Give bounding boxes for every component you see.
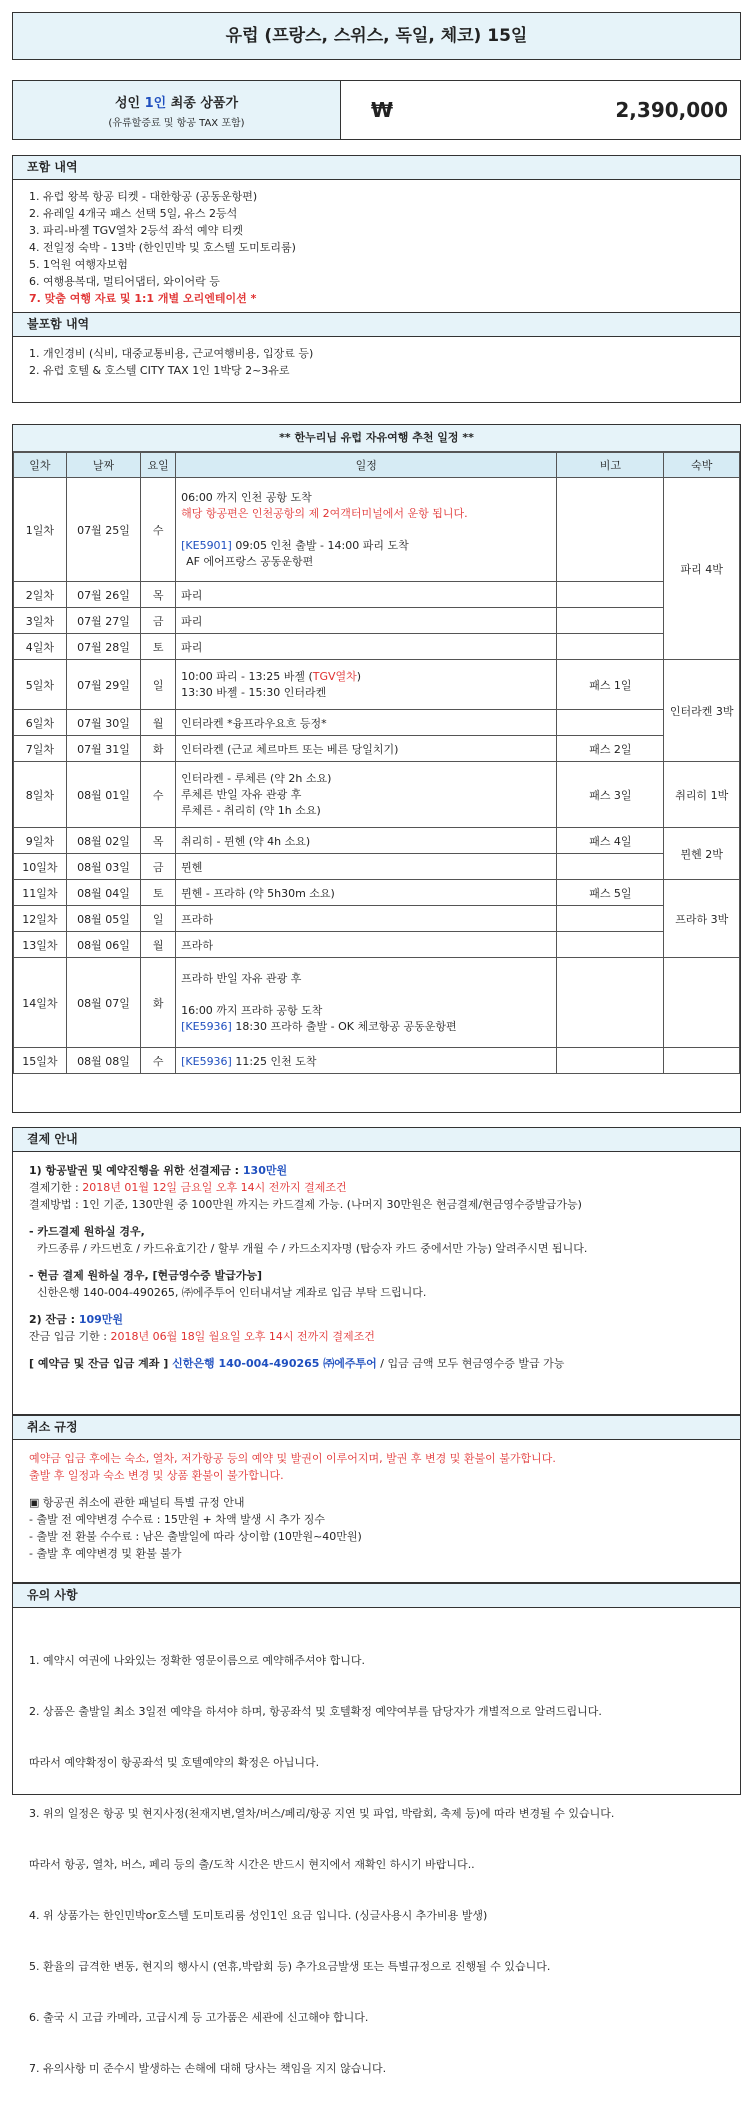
day-cell: 1일차: [14, 478, 67, 582]
table-row: [14, 932, 740, 958]
account-label: [ 예약금 및 잔금 입금 계좌 ]: [29, 1357, 173, 1370]
notes-heading: 유의 사항: [13, 1583, 740, 1608]
note-cell: 패스 2일: [557, 736, 664, 762]
note-line: 6. 출국 시 고급 카메라, 고급시계 등 고가품은 세관에 신고해야 합니다.: [29, 2011, 369, 2024]
note-line: 7. 유의사항 미 준수시 발생하는 손해에 대해 당사는 책임을 지지 않습니다.: [29, 2062, 387, 2075]
date-cell: 07월 29일: [66, 660, 141, 710]
cancel-line: - 출발 전 예약변경 수수료 : 15만원 + 차액 발생 시 추가 징수: [29, 1513, 325, 1526]
currency-symbol: ₩: [371, 98, 394, 122]
dow-cell: 금: [141, 854, 176, 880]
col-header: 일정: [176, 453, 557, 478]
date-cell: 07월 26일: [66, 582, 141, 608]
day-cell: 6일차: [14, 710, 67, 736]
note-cell: [557, 854, 664, 880]
dow-cell: 토: [141, 634, 176, 660]
account-note: / 입금 금액 모두 현금영수증 발급 가능: [376, 1357, 565, 1370]
notes-box: [12, 1583, 741, 2075]
date-cell: 08월 06일: [66, 932, 141, 958]
itinerary-heading: ** 한누리님 유럽 자유여행 추천 일정 **: [13, 425, 740, 452]
stay-cell: [664, 958, 740, 1048]
deposit-title: 1) 항공발권 및 예약진행을 위한 선결제금 :: [29, 1164, 243, 1177]
included-item: 6. 여행용복대, 멀티어댑터, 와이어락 등: [29, 275, 220, 288]
deposit-amount: 130만원: [242, 1164, 288, 1177]
schedule-cell: [176, 478, 557, 582]
stay-cell: [664, 1048, 740, 1074]
deposit-deadline-line: [29, 1179, 724, 1196]
stay-cell: 파리 4박: [664, 478, 740, 660]
dow-cell: 일: [141, 906, 176, 932]
card-title: - 카드결제 원하실 경우,: [29, 1225, 145, 1238]
stay-cell: 인터라켄 3박: [664, 660, 740, 762]
schedule-cell: [KE5936] 11:25 인천 도착: [176, 1048, 557, 1074]
dow-cell: 토: [141, 880, 176, 906]
note-line: 3. 위의 일정은 항공 및 현지사정(천재지변,열차/버스/페리/항공 지연 및 파업, 박람회, 축제 등)에 따라 변경될 수 있습니다.: [29, 1807, 615, 1820]
table-row: [14, 582, 740, 608]
table-row: [14, 880, 740, 906]
excluded-heading: 불포함 내역: [13, 312, 740, 337]
schedule-line: 프라하 반일 자유 관광 후: [181, 971, 302, 985]
day-cell: 14일차: [14, 958, 67, 1048]
excluded-list: [13, 337, 740, 387]
price-value: [341, 81, 740, 139]
cancel-line: - 출발 후 예약변경 및 환불 불가: [29, 1547, 182, 1560]
flight-code: [KE5936]: [181, 1054, 232, 1068]
date-cell: 07월 27일: [66, 608, 141, 634]
price-label-suffix: 최종 상품가: [166, 95, 239, 111]
cancel-line: ▣ 항공권 취소에 관한 패널티 특별 규정 안내: [29, 1496, 245, 1509]
col-header: 날짜: [66, 453, 141, 478]
balance-title: 2) 잔금 :: [29, 1313, 79, 1326]
deposit-deadline: 2018년 01월 12일 금요일 오후 14시 전까지 결제조건: [82, 1181, 347, 1194]
day-cell: 4일차: [14, 634, 67, 660]
payment-body: [13, 1152, 740, 1380]
note-cell: [557, 932, 664, 958]
itinerary-header-row: [14, 453, 740, 478]
schedule-line: 루체른 반일 자유 관광 후: [181, 787, 302, 801]
schedule-line: 06:00 까지 인천 공항 도착: [181, 490, 312, 504]
dow-cell: 화: [141, 736, 176, 762]
price-label-count: 1인: [144, 95, 167, 111]
balance-line: [29, 1311, 724, 1328]
table-row: [14, 762, 740, 828]
payment-method: 결제방법 : 1인 기준, 130만원 중 100만원 까지는 카드결제 가능. (나머지 30만원은 현금결제/현금영수증발급가능): [29, 1198, 582, 1211]
note-line: 4. 위 상품가는 한인민박or호스텔 도미토리룸 성인1인 요금 입니다. (싱글사용시 추가비용 발생): [29, 1909, 488, 1922]
day-cell: 7일차: [14, 736, 67, 762]
schedule-line: [KE5936] 18:30 프라하 출발 - OK 체코항공 공동운항편: [181, 1019, 457, 1033]
schedule-cell: 파리: [176, 582, 557, 608]
included-item: 1. 유럽 왕복 항공 티켓 - 대한항공 (공동운항편): [29, 190, 258, 203]
day-cell: 3일차: [14, 608, 67, 634]
table-row: [14, 736, 740, 762]
date-cell: 07월 30일: [66, 710, 141, 736]
schedule-cell: [176, 762, 557, 828]
note-cell: 패스 4일: [557, 828, 664, 854]
date-cell: 08월 08일: [66, 1048, 141, 1074]
note-cell: [557, 1048, 664, 1074]
payment-heading: 결제 안내: [13, 1128, 740, 1152]
schedule-line: 인터라켄 - 루체른 (약 2h 소요): [181, 771, 332, 785]
day-cell: 5일차: [14, 660, 67, 710]
note-cell: [557, 906, 664, 932]
table-row: [14, 828, 740, 854]
table-row: [14, 854, 740, 880]
balance-deadline: 2018년 06월 18일 월요일 오후 14시 전까지 결제조건: [110, 1330, 375, 1343]
dow-cell: 목: [141, 582, 176, 608]
date-cell: 08월 05일: [66, 906, 141, 932]
included-item: 4. 전일정 숙박 - 13박 (한인민박 및 호스텔 도미토리룸): [29, 241, 296, 254]
date-cell: 07월 25일: [66, 478, 141, 582]
schedule-cell: [176, 660, 557, 710]
dow-cell: 화: [141, 958, 176, 1048]
stay-cell: 뮌헨 2박: [664, 828, 740, 880]
schedule-line: [KE5901] 09:05 인천 출발 - 14:00 파리 도착: [181, 538, 409, 552]
note-cell: [557, 710, 664, 736]
schedule-cell: 인터라켄 *융프라우요흐 등정*: [176, 710, 557, 736]
deposit-deadline-label: 결제기한 :: [29, 1181, 83, 1194]
col-header: 숙박: [664, 453, 740, 478]
note-cell: 패스 3일: [557, 762, 664, 828]
deposit-line: [29, 1162, 724, 1179]
balance-deadline-line: [29, 1328, 724, 1345]
train-label: TGV열차: [312, 669, 357, 683]
included-item: 2. 유레일 4개국 패스 선택 5일, 유스 2등석: [29, 207, 238, 220]
card-detail: 카드종류 / 카드번호 / 카드유효기간 / 할부 개월 수 / 카드소지자명 (탑승자 카드 중에서만 가능) 알려주시면 됩니다.: [37, 1242, 588, 1255]
cancel-heading: 취소 규정: [13, 1415, 740, 1440]
note-line: 따라서 항공, 열차, 버스, 페리 등의 출/도착 시간은 반드시 현지에서 재확인 하시기 바랍니다..: [29, 1858, 475, 1871]
date-cell: 08월 02일: [66, 828, 141, 854]
schedule-cell: 뮌헨: [176, 854, 557, 880]
note-cell: [557, 582, 664, 608]
date-cell: 08월 04일: [66, 880, 141, 906]
schedule-line: 10:00 파리 - 13:25 바젤 (TGV열차): [181, 669, 362, 683]
date-cell: 08월 07일: [66, 958, 141, 1048]
price-label-prefix: 성인: [114, 95, 145, 111]
schedule-cell: 파리: [176, 634, 557, 660]
table-row: [14, 608, 740, 634]
note-line: 따라서 예약확정이 항공좌석 및 호텔예약의 확정은 아닙니다.: [29, 1756, 320, 1769]
included-list: [13, 180, 740, 312]
schedule-cell: 취리히 - 뮌헨 (약 4h 소요): [176, 828, 557, 854]
col-header: 비고: [557, 453, 664, 478]
balance-amount: 109만원: [78, 1313, 124, 1326]
table-row: [14, 958, 740, 1048]
table-row: [14, 660, 740, 710]
note-line: 2. 상품은 출발일 최소 3일전 예약을 하셔야 하며, 항공좌석 및 호텔확정 예약여부를 담당자가 개별적으로 알려드립니다.: [29, 1705, 602, 1718]
balance-deadline-label: 잔금 입금 기한 :: [29, 1330, 111, 1343]
day-cell: 12일차: [14, 906, 67, 932]
day-cell: 10일차: [14, 854, 67, 880]
note-cell: [557, 958, 664, 1048]
account-line: [29, 1355, 724, 1372]
dow-cell: 수: [141, 478, 176, 582]
account-number: 신한은행 140-004-490265 ㈜에주투어: [172, 1357, 377, 1370]
note-cell: 패스 5일: [557, 880, 664, 906]
dow-cell: 금: [141, 608, 176, 634]
flight-code: [KE5936]: [181, 1019, 232, 1033]
note-line: 1. 예약시 여권에 나와있는 정확한 영문이름으로 예약해주셔야 합니다.: [29, 1654, 365, 1667]
notes-body: [13, 1608, 740, 2119]
date-cell: 08월 03일: [66, 854, 141, 880]
date-cell: 07월 28일: [66, 634, 141, 660]
schedule-cell: 프라하: [176, 906, 557, 932]
included-highlight: 7. 맞춤 여행 자료 및 1:1 개별 오리엔테이션 *: [29, 292, 257, 305]
cash-title: - 현금 결제 원하실 경우, [현금영수증 발급가능]: [29, 1269, 263, 1282]
page-title: 유럽 (프랑스, 스위스, 독일, 체코) 15일: [12, 12, 741, 60]
excluded-item: 2. 유럽 호텔 & 호스텔 CITY TAX 1인 1박당 2~3유로: [29, 364, 290, 377]
table-row: [14, 478, 740, 582]
day-cell: 2일차: [14, 582, 67, 608]
cancel-warning: 예약금 입금 후에는 숙소, 열차, 저가항공 등의 예약 및 발권이 이루어지며, 발권 후 변경 및 환불이 불가합니다.: [29, 1452, 556, 1465]
note-line: 5. 환율의 급격한 변동, 현지의 행사시 (연휴,박람회 등) 추가요금발생 또는 특별규정으로 진행될 수 있습니다.: [29, 1960, 551, 1973]
cancel-body: [13, 1440, 740, 1570]
included-item: 3. 파리-바젤 TGV열차 2등석 좌석 예약 티켓: [29, 224, 243, 237]
schedule-cell: 인터라켄 (근교 체르마트 또는 베른 당일치기): [176, 736, 557, 762]
day-cell: 15일차: [14, 1048, 67, 1074]
note-cell: [557, 608, 664, 634]
itinerary-table: [13, 452, 740, 1074]
flight-code: [KE5901]: [181, 538, 232, 552]
day-cell: 11일차: [14, 880, 67, 906]
day-cell: 9일차: [14, 828, 67, 854]
col-header: 일차: [14, 453, 67, 478]
dow-cell: 목: [141, 828, 176, 854]
cancel-line: - 출발 전 환불 수수료 : 남은 출발일에 따라 상이함 (10만원~40만원): [29, 1530, 362, 1543]
schedule-cell: 파리: [176, 608, 557, 634]
dow-cell: 일: [141, 660, 176, 710]
schedule-cell: 뮌헨 - 프라하 (약 5h30m 소요): [176, 880, 557, 906]
table-row: [14, 1048, 740, 1074]
price-note: (유류할증료 및 항공 TAX 포함): [108, 117, 245, 129]
schedule-line: 루체른 - 취리히 (약 1h 소요): [181, 803, 321, 817]
dow-cell: 수: [141, 1048, 176, 1074]
stay-cell: 취리히 1박: [664, 762, 740, 828]
table-row: [14, 634, 740, 660]
dow-cell: 월: [141, 710, 176, 736]
schedule-line: AF 에어프랑스 공동운항편: [186, 554, 314, 568]
schedule-cell: 프라하: [176, 932, 557, 958]
day-cell: 13일차: [14, 932, 67, 958]
date-cell: 08월 01일: [66, 762, 141, 828]
price-box: [12, 80, 741, 140]
cancel-warning: 출발 후 일정과 숙소 변경 및 상품 환불이 불가합니다.: [29, 1469, 284, 1482]
dow-cell: 월: [141, 932, 176, 958]
note-cell: 패스 1일: [557, 660, 664, 710]
stay-cell: 프라하 3박: [664, 880, 740, 958]
schedule-line: 13:30 바젤 - 15:30 인터라켄: [181, 685, 327, 699]
price-label: [13, 81, 341, 139]
included-heading: 포함 내역: [13, 156, 740, 180]
cash-detail: 신한은행 140-004-490265, ㈜에주투어 인터내셔날 계좌로 입금 부탁 드립니다.: [37, 1286, 427, 1299]
table-row: [14, 906, 740, 932]
inclusions-box: [12, 155, 741, 403]
note-cell: [557, 634, 664, 660]
date-cell: 07월 31일: [66, 736, 141, 762]
note-cell: [557, 478, 664, 582]
itinerary-box: [12, 424, 741, 1113]
table-row: [14, 710, 740, 736]
day-cell: 8일차: [14, 762, 67, 828]
schedule-line: 해당 항공편은 인천공항의 제 2여객터미널에서 운항 됩니다.: [181, 506, 468, 520]
price-amount: 2,390,000: [615, 98, 728, 122]
col-header: 요일: [141, 453, 176, 478]
cancel-box: [12, 1415, 741, 1583]
included-item: 5. 1억원 여행자보험: [29, 258, 128, 271]
schedule-line: 16:00 까지 프라하 공항 도착: [181, 1003, 323, 1017]
excluded-item: 1. 개인경비 (식비, 대중교통비용, 근교여행비용, 입장료 등): [29, 347, 314, 360]
schedule-cell: [176, 958, 557, 1048]
payment-box: [12, 1127, 741, 1415]
dow-cell: 수: [141, 762, 176, 828]
